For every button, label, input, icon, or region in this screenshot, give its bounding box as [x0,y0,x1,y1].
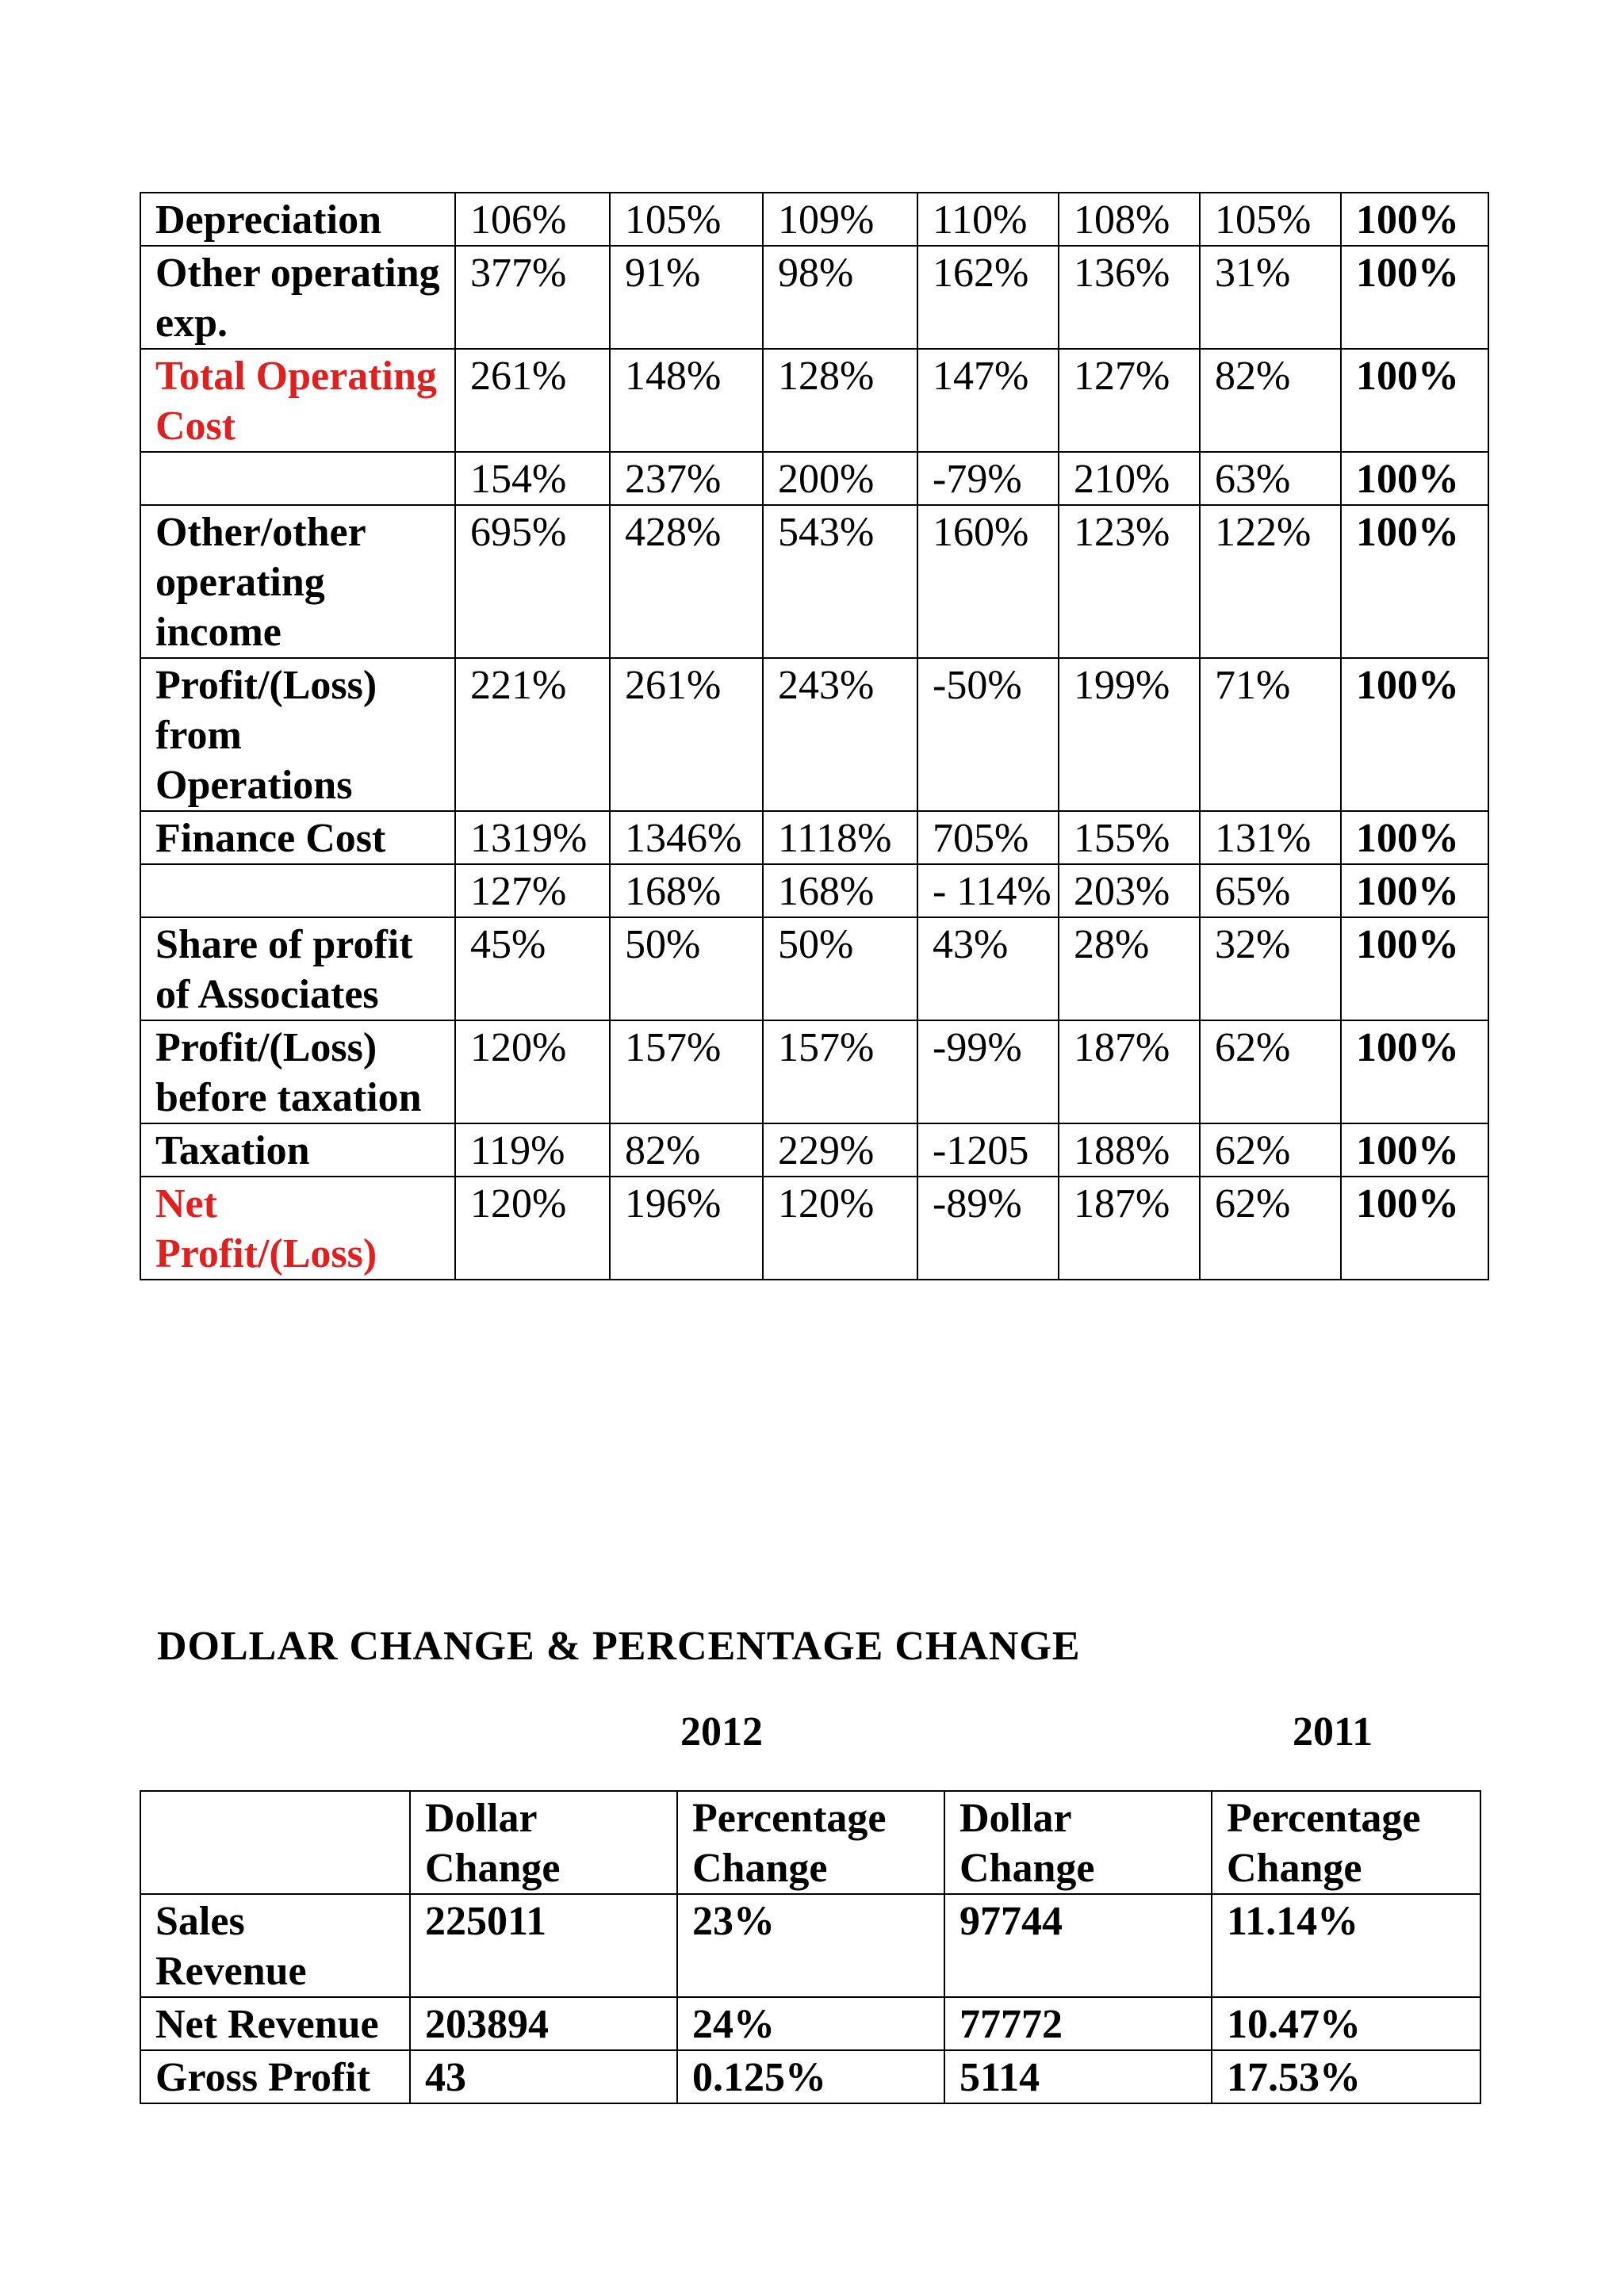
header-cell: Dollar Change [944,1791,1212,1894]
value-cell: 188% [1059,1123,1200,1177]
table-row [140,505,1488,658]
value-cell: 62% [1200,1020,1341,1123]
change-table [140,1790,1481,2104]
value-cell: 154% [455,452,610,505]
value-cell: 695% [455,505,610,658]
value-cell: 97744 [944,1894,1212,1997]
table-row [140,1020,1488,1123]
table-row [140,452,1488,505]
value-cell: 168% [763,864,917,917]
value-cell: 225011 [410,1894,677,1997]
value-cell: 155% [1059,811,1200,864]
value-cell: - 114% [917,864,1059,917]
value-cell: 1319% [455,811,610,864]
value-cell: 543% [763,505,917,658]
value-cell: 82% [610,1123,763,1177]
value-cell: 100% [1341,917,1488,1020]
table-row [140,1894,1480,1997]
header-cell [140,1791,410,1894]
value-cell: -79% [917,452,1059,505]
year-label-2012: 2012 [680,1709,763,1755]
value-cell: 199% [1059,658,1200,811]
value-cell: 203894 [410,1997,677,2050]
value-cell: 5114 [944,2050,1212,2103]
value-cell: 100% [1341,349,1488,452]
value-cell: 119% [455,1123,610,1177]
table-row [140,193,1488,246]
header-cell: Dollar Change [410,1791,677,1894]
table-row [140,246,1488,349]
value-cell: 229% [763,1123,917,1177]
row-label: Total Operating Cost [140,349,455,452]
value-cell: 120% [455,1177,610,1280]
value-cell: 120% [455,1020,610,1123]
row-label: Profit/(Loss) from Operations [140,658,455,811]
value-cell: 100% [1341,193,1488,246]
value-cell: 168% [610,864,763,917]
value-cell: 62% [1200,1177,1341,1280]
value-cell: 123% [1059,505,1200,658]
table-row [140,1123,1488,1177]
value-cell: 109% [763,193,917,246]
table-row [140,1997,1480,2050]
value-cell: 100% [1341,452,1488,505]
value-cell: 0.125% [677,2050,944,2103]
value-cell: 82% [1200,349,1341,452]
row-label: Sales Revenue [140,1894,410,1997]
value-cell: 91% [610,246,763,349]
value-cell: 105% [610,193,763,246]
value-cell: 10.47% [1212,1997,1480,2050]
value-cell: 110% [917,193,1059,246]
value-cell: 148% [610,349,763,452]
value-cell: 105% [1200,193,1341,246]
value-cell: 100% [1341,505,1488,658]
value-cell: 122% [1200,505,1341,658]
row-label: Gross Profit [140,2050,410,2103]
value-cell: 196% [610,1177,763,1280]
year-label-2011: 2011 [1293,1709,1373,1755]
row-label: Profit/(Loss) before taxation [140,1020,455,1123]
value-cell: 128% [763,349,917,452]
value-cell: 127% [1059,349,1200,452]
value-cell: 1346% [610,811,763,864]
change-table-body [140,1894,1480,2103]
value-cell: 65% [1200,864,1341,917]
change-table-header-row [140,1791,1480,1894]
value-cell: 131% [1200,811,1341,864]
table-row [140,349,1488,452]
value-cell: 98% [763,246,917,349]
value-cell: 23% [677,1894,944,1997]
row-label [140,452,455,505]
value-cell: 100% [1341,864,1488,917]
value-cell: 24% [677,1997,944,2050]
value-cell: 377% [455,246,610,349]
value-cell: -1205 [917,1123,1059,1177]
value-cell: 162% [917,246,1059,349]
row-label [140,864,455,917]
value-cell: 100% [1341,1177,1488,1280]
header-cell: Percentage Change [677,1791,944,1894]
table-row [140,864,1488,917]
value-cell: 45% [455,917,610,1020]
row-label: Depreciation [140,193,455,246]
value-cell: 147% [917,349,1059,452]
value-cell: 120% [763,1177,917,1280]
header-cell: Percentage Change [1212,1791,1480,1894]
value-cell: 243% [763,658,917,811]
value-cell: 705% [917,811,1059,864]
value-cell: 100% [1341,246,1488,349]
value-cell: 187% [1059,1020,1200,1123]
value-cell: 261% [610,658,763,811]
ratio-table [140,192,1489,1280]
value-cell: 17.53% [1212,2050,1480,2103]
value-cell: 200% [763,452,917,505]
value-cell: 261% [455,349,610,452]
value-cell: 187% [1059,1177,1200,1280]
value-cell: 43% [917,917,1059,1020]
row-label: Share of profit of Associates [140,917,455,1020]
value-cell: 157% [610,1020,763,1123]
value-cell: 157% [763,1020,917,1123]
table-row [140,658,1488,811]
table-row [140,811,1488,864]
value-cell: 1118% [763,811,917,864]
value-cell: 28% [1059,917,1200,1020]
table-row [140,917,1488,1020]
row-label: Net Revenue [140,1997,410,2050]
table-row [140,2050,1480,2103]
value-cell: 221% [455,658,610,811]
value-cell: 100% [1341,658,1488,811]
value-cell: 100% [1341,1020,1488,1123]
section-heading: DOLLAR CHANGE & PERCENTAGE CHANGE [157,1624,1081,1669]
value-cell: 108% [1059,193,1200,246]
value-cell: 237% [610,452,763,505]
value-cell: 43 [410,2050,677,2103]
table-row [140,1177,1488,1280]
value-cell: -50% [917,658,1059,811]
value-cell: 71% [1200,658,1341,811]
value-cell: 63% [1200,452,1341,505]
value-cell: 428% [610,505,763,658]
value-cell: 31% [1200,246,1341,349]
value-cell: 50% [610,917,763,1020]
value-cell: 106% [455,193,610,246]
value-cell: 160% [917,505,1059,658]
row-label: Taxation [140,1123,455,1177]
value-cell: 50% [763,917,917,1020]
value-cell: 100% [1341,811,1488,864]
value-cell: -89% [917,1177,1059,1280]
row-label: Other/other operating income [140,505,455,658]
value-cell: -99% [917,1020,1059,1123]
row-label: Other operating exp. [140,246,455,349]
value-cell: 127% [455,864,610,917]
value-cell: 210% [1059,452,1200,505]
value-cell: 62% [1200,1123,1341,1177]
value-cell: 100% [1341,1123,1488,1177]
row-label: Net Profit/(Loss) [140,1177,455,1280]
value-cell: 203% [1059,864,1200,917]
value-cell: 77772 [944,1997,1212,2050]
value-cell: 32% [1200,917,1341,1020]
value-cell: 136% [1059,246,1200,349]
row-label: Finance Cost [140,811,455,864]
value-cell: 11.14% [1212,1894,1480,1997]
ratio-table-body [140,193,1488,1280]
